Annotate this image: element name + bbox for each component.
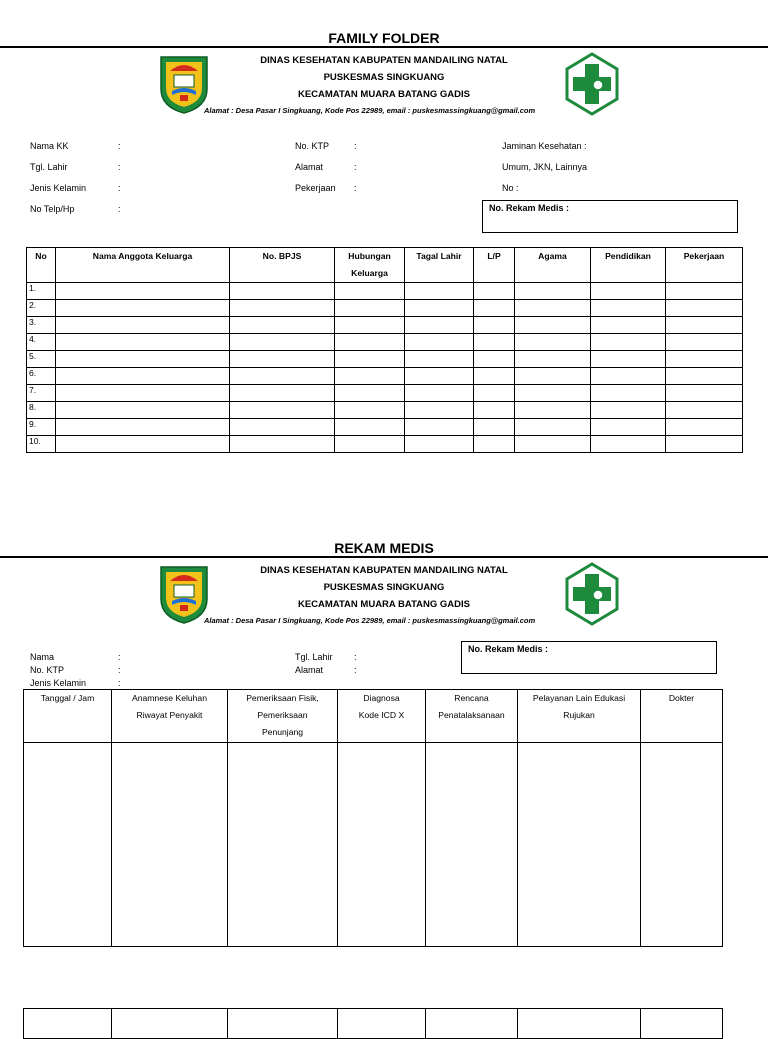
header-text: Riwayat Penyakit — [136, 710, 203, 720]
row-number: 6. — [27, 368, 56, 385]
header-line-kecamatan: KECAMATAN MUARA BATANG GADIS — [297, 89, 471, 100]
cell[interactable] — [228, 743, 338, 947]
header-text: Tanggal / Jam — [40, 693, 95, 703]
colon: : — [118, 162, 121, 172]
header-address: Alamat : Desa Pasar I Singkuang, Kode Pos 22989, email : puskesmassingkuang@gmail.com — [204, 106, 536, 115]
cell[interactable] — [666, 402, 743, 419]
mandailing-natal-emblem — [158, 55, 210, 115]
row-number: 9. — [27, 419, 56, 436]
cell[interactable] — [56, 402, 230, 419]
label-no-ktp: No. KTP — [295, 141, 330, 151]
cell[interactable] — [230, 351, 335, 368]
col-nama: Nama Anggota Keluarga — [56, 248, 230, 283]
colon: : — [354, 183, 357, 193]
mandailing-natal-emblem — [158, 565, 210, 625]
cell[interactable] — [666, 368, 743, 385]
cell[interactable] — [405, 300, 474, 317]
cell[interactable] — [474, 283, 515, 300]
cell[interactable] — [474, 402, 515, 419]
label-tgl-lahir: Tgl. Lahir — [30, 162, 68, 172]
col-tgl-lahir: Tagal Lahir — [405, 248, 474, 283]
header-line-agency: DINAS KESEHATAN KABUPATEN MANDAILING NATAL — [260, 565, 508, 576]
col-pekerjaan: Pekerjaan — [666, 248, 743, 283]
cell[interactable] — [591, 351, 666, 368]
cell[interactable] — [515, 300, 591, 317]
cell[interactable] — [405, 385, 474, 402]
row-number: 5. — [27, 351, 56, 368]
table-row — [27, 300, 743, 317]
colon: : — [118, 183, 121, 193]
cell[interactable] — [56, 368, 230, 385]
cell[interactable] — [230, 368, 335, 385]
label-alamat: Alamat — [295, 162, 324, 172]
rekam-medis-number-label: No. Rekam Medis : — [489, 203, 570, 213]
colon: : — [118, 652, 121, 662]
cell[interactable] — [474, 351, 515, 368]
cell[interactable] — [474, 419, 515, 436]
header-text: Pemeriksaan — [257, 710, 308, 720]
cell[interactable] — [666, 351, 743, 368]
cell[interactable] — [666, 385, 743, 402]
cell[interactable] — [515, 351, 591, 368]
cell[interactable] — [230, 283, 335, 300]
rekam-medis-number-box[interactable] — [461, 641, 717, 674]
cell[interactable] — [591, 385, 666, 402]
header-line-kecamatan: KECAMATAN MUARA BATANG GADIS — [297, 599, 471, 610]
table-row — [27, 368, 743, 385]
cell[interactable] — [230, 317, 335, 334]
col-no: No — [27, 248, 56, 283]
cell[interactable] — [335, 368, 405, 385]
cell[interactable] — [641, 743, 723, 947]
table-row — [27, 317, 743, 334]
col-anamnese — [112, 690, 228, 743]
colon: : — [118, 204, 121, 214]
header-line-puskesmas: PUSKESMAS SINGKUANG — [323, 582, 445, 593]
label-pekerjaan: Pekerjaan — [295, 183, 336, 193]
label-no-telp: No Telp/Hp — [30, 204, 75, 214]
cell[interactable] — [515, 334, 591, 351]
header-text: Anamnese Keluhan — [131, 693, 207, 703]
cell[interactable] — [338, 743, 426, 947]
cell[interactable] — [518, 743, 641, 947]
cell[interactable] — [405, 419, 474, 436]
table-header-row — [24, 690, 723, 743]
header-block — [214, 52, 554, 103]
label-no-ktp: No. KTP — [30, 665, 65, 675]
cell[interactable] — [515, 385, 591, 402]
table-row — [27, 334, 743, 351]
cell[interactable] — [515, 368, 591, 385]
cell[interactable] — [405, 436, 474, 453]
cell[interactable] — [591, 402, 666, 419]
header-text: Pelayanan Lain Edukasi — [532, 693, 626, 703]
colon: : — [118, 141, 121, 151]
cell[interactable] — [426, 743, 518, 947]
cell[interactable] — [335, 317, 405, 334]
col-pemeriksaan — [228, 690, 338, 743]
cell[interactable] — [591, 368, 666, 385]
cell[interactable] — [56, 436, 230, 453]
jaminan-options: Umum, JKN, Lainnya — [502, 162, 588, 172]
col-pelayanan — [518, 690, 641, 743]
cell[interactable] — [515, 419, 591, 436]
header-text: Penunjang — [261, 727, 304, 737]
col-rencana — [426, 690, 518, 743]
label-jenis-kelamin: Jenis Kelamin — [30, 183, 87, 193]
col-dokter — [641, 690, 723, 743]
cell[interactable] — [474, 300, 515, 317]
cell[interactable] — [666, 317, 743, 334]
header-text: Pemeriksaan Fisik, — [246, 693, 319, 703]
cell[interactable] — [112, 743, 228, 947]
cell[interactable] — [230, 385, 335, 402]
header-address: Alamat : Desa Pasar I Singkuang, Kode Pos 22989, email : puskesmassingkuang@gmail.com — [204, 616, 536, 625]
header-text: Diagnosa — [363, 693, 400, 703]
cell[interactable] — [591, 300, 666, 317]
cell[interactable] — [666, 419, 743, 436]
cell[interactable] — [405, 368, 474, 385]
cell[interactable] — [56, 317, 230, 334]
cell[interactable] — [335, 385, 405, 402]
rekam-medis-title: REKAM MEDIS — [334, 540, 434, 556]
table-header-row — [27, 248, 743, 283]
cell[interactable] — [230, 402, 335, 419]
cell[interactable] — [335, 300, 405, 317]
puskesmas-logo — [564, 562, 620, 626]
col-lp: L/P — [474, 248, 515, 283]
label-alamat: Alamat — [295, 665, 324, 675]
cell[interactable] — [474, 317, 515, 334]
cell[interactable] — [335, 283, 405, 300]
cell[interactable] — [56, 385, 230, 402]
cell[interactable] — [56, 300, 230, 317]
rekam-medis-table — [23, 689, 723, 947]
label-jaminan: Jaminan Kesehatan : — [502, 141, 587, 151]
table-row — [27, 283, 743, 300]
cell[interactable] — [335, 402, 405, 419]
label-nama-kk: Nama KK — [30, 141, 69, 151]
header-line-puskesmas: PUSKESMAS SINGKUANG — [323, 72, 445, 83]
cell[interactable] — [405, 351, 474, 368]
header-text: Dokter — [668, 693, 695, 703]
table-row — [27, 385, 743, 402]
title-divider — [0, 46, 768, 48]
cell[interactable] — [515, 317, 591, 334]
cell[interactable] — [405, 283, 474, 300]
colon: : — [118, 665, 121, 675]
row-number: 2. — [27, 300, 56, 317]
header-text: Penatalaksanaan — [438, 710, 505, 720]
table-row — [27, 436, 743, 453]
label-jenis-kelamin: Jenis Kelamin — [30, 678, 87, 688]
cell[interactable] — [335, 419, 405, 436]
row-number: 1. — [27, 283, 56, 300]
header-line-agency: DINAS KESEHATAN KABUPATEN MANDAILING NATAL — [260, 55, 508, 66]
label-nama: Nama — [30, 652, 55, 662]
family-members-table — [26, 247, 743, 453]
cell[interactable] — [405, 402, 474, 419]
cell[interactable] — [230, 334, 335, 351]
col-diagnosa — [338, 690, 426, 743]
cell[interactable] — [666, 300, 743, 317]
col-bpjs: No. BPJS — [230, 248, 335, 283]
cell[interactable] — [335, 436, 405, 453]
cell[interactable] — [666, 334, 743, 351]
header-text: Kode ICD X — [358, 710, 405, 720]
cell[interactable] — [230, 300, 335, 317]
colon: : — [354, 162, 357, 172]
rekam-medis-number-label: No. Rekam Medis : — [468, 644, 549, 654]
cell[interactable] — [335, 351, 405, 368]
col-agama: Agama — [515, 248, 591, 283]
row-number: 10. — [27, 436, 56, 453]
title-divider — [0, 556, 768, 558]
row-number: 8. — [27, 402, 56, 419]
cell[interactable] — [666, 436, 743, 453]
label-no: No : — [502, 183, 519, 193]
col-pendidikan: Pendidikan — [591, 248, 666, 283]
colon: : — [354, 141, 357, 151]
row-number: 3. — [27, 317, 56, 334]
cell[interactable] — [474, 368, 515, 385]
colon: : — [354, 652, 357, 662]
header-block — [214, 562, 554, 613]
table-row — [27, 402, 743, 419]
cell[interactable] — [56, 283, 230, 300]
cell[interactable] — [24, 743, 112, 947]
cell[interactable] — [474, 436, 515, 453]
table-row — [27, 419, 743, 436]
label-tgl-lahir: Tgl. Lahir — [295, 652, 333, 662]
cell[interactable] — [56, 419, 230, 436]
header-text: Rencana — [454, 693, 489, 703]
cell[interactable] — [666, 283, 743, 300]
cell[interactable] — [56, 334, 230, 351]
table-row — [27, 351, 743, 368]
rekam-medis-number-box[interactable] — [482, 200, 738, 233]
table-row — [24, 743, 723, 947]
colon: : — [118, 678, 121, 688]
cell[interactable] — [515, 402, 591, 419]
cell[interactable] — [56, 351, 230, 368]
row-number: 7. — [27, 385, 56, 402]
cell[interactable] — [335, 334, 405, 351]
cell[interactable] — [474, 334, 515, 351]
cell[interactable] — [515, 436, 591, 453]
cell[interactable] — [515, 283, 591, 300]
cell[interactable] — [230, 436, 335, 453]
cell[interactable] — [591, 334, 666, 351]
cell[interactable] — [405, 317, 474, 334]
col-hubungan: Hubungan Keluarga — [335, 248, 405, 283]
cell[interactable] — [474, 385, 515, 402]
cell[interactable] — [405, 334, 474, 351]
family-folder-title: FAMILY FOLDER — [328, 30, 440, 46]
cell[interactable] — [591, 419, 666, 436]
header-text: Rujukan — [563, 710, 595, 720]
cell[interactable] — [591, 317, 666, 334]
cell[interactable] — [591, 283, 666, 300]
row-number: 4. — [27, 334, 56, 351]
col-tanggal-jam — [24, 690, 112, 743]
puskesmas-logo — [564, 52, 620, 116]
cell[interactable] — [230, 419, 335, 436]
colon: : — [354, 665, 357, 675]
cell[interactable] — [591, 436, 666, 453]
